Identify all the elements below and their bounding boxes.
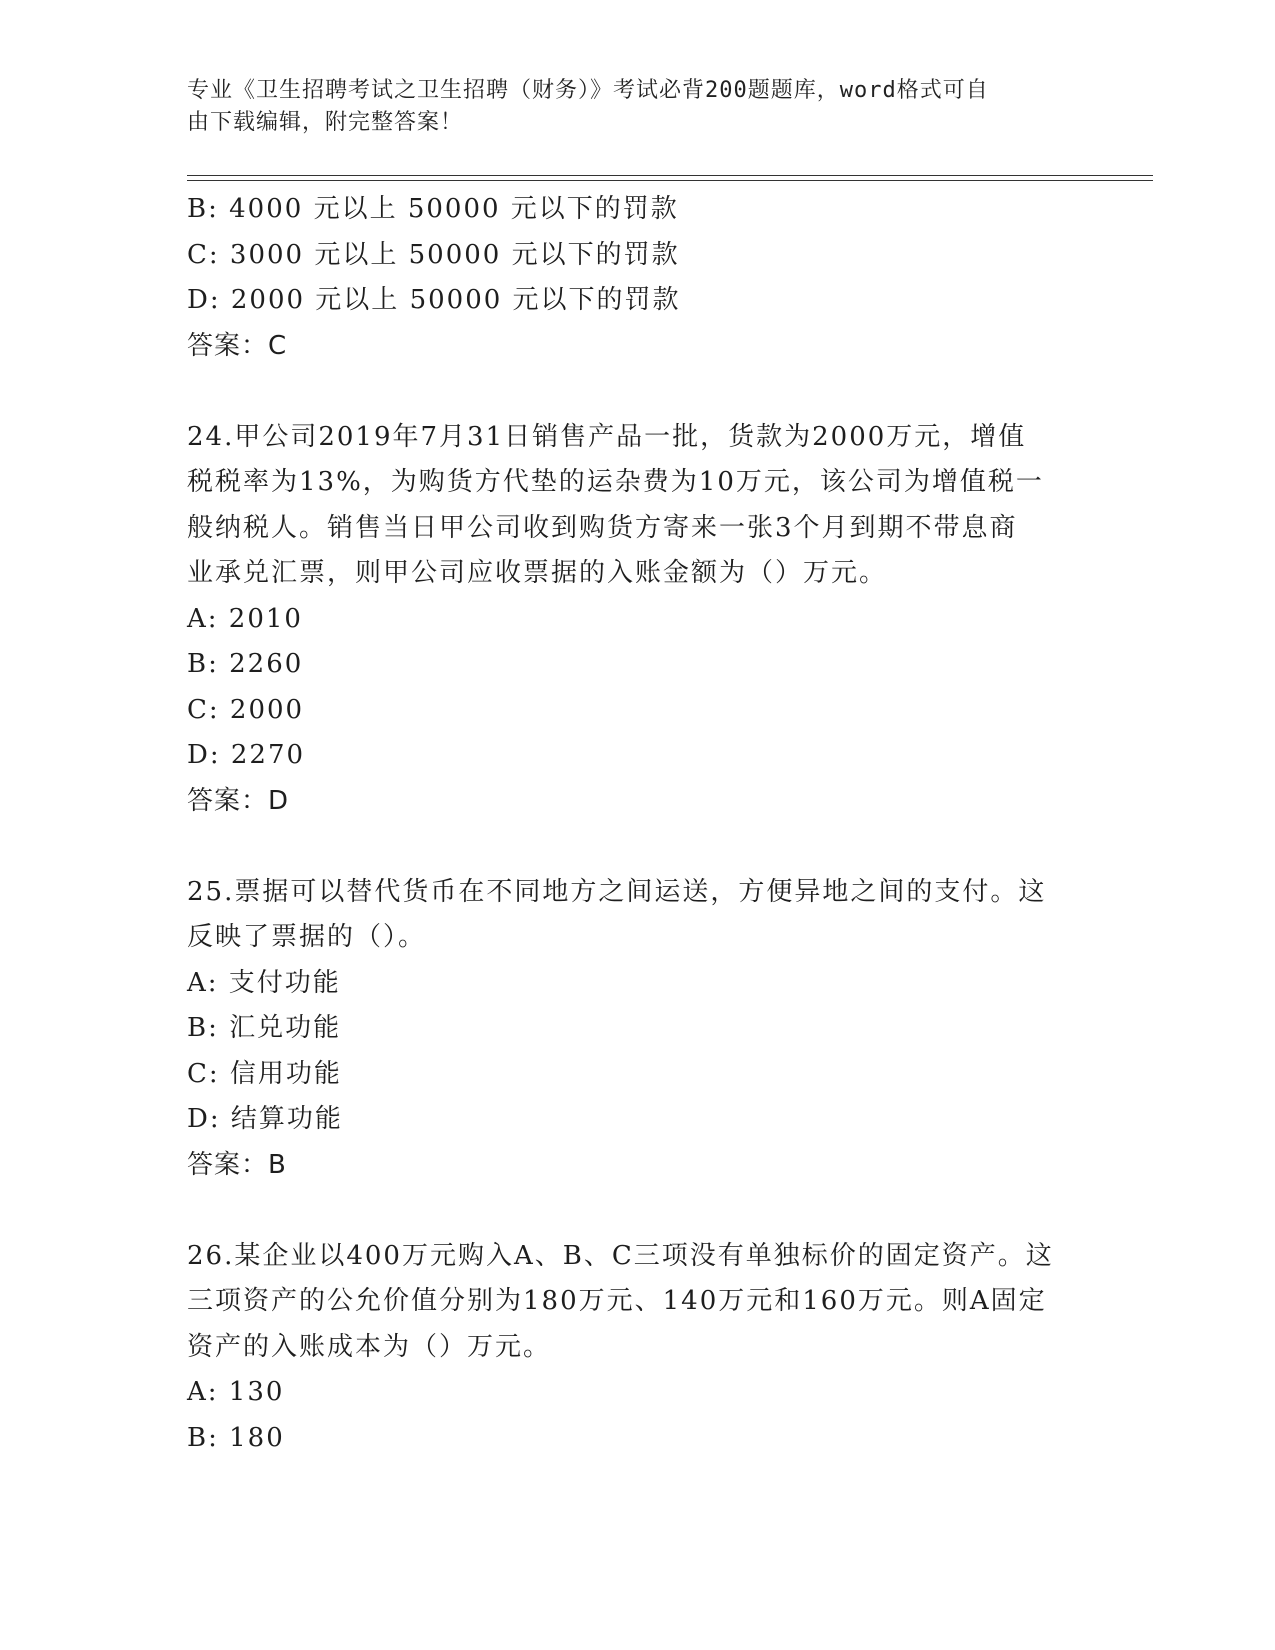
question-26 xyxy=(187,1234,1087,1462)
question-stem-line: 24.甲公司2019年7月31日销售产品一批，货款为2000万元，增值 xyxy=(187,421,1027,452)
question-24 xyxy=(187,415,1087,825)
spacer xyxy=(187,369,1087,415)
question-23-continued xyxy=(187,187,1087,369)
question-content xyxy=(187,187,1087,1461)
question-stem-line: 税税率为13%，为购货方代垫的运杂费为10万元，该公司为增值税一 xyxy=(187,467,1044,497)
option-a: A: 支付功能 xyxy=(187,967,341,998)
option-c: C: 3000 元以上 50000 元以下的罚款 xyxy=(187,239,680,270)
header-line-1: 专业《卫生招聘考试之卫生招聘（财务）》考试必背200题题库，word格式可自 xyxy=(187,78,989,103)
option-c: C: 信用功能 xyxy=(187,1058,342,1089)
question-25 xyxy=(187,870,1087,1189)
option-c: C: 2000 xyxy=(187,694,305,725)
question-stem-line: 25.票据可以替代货币在不同地方之间运送，方便异地之间的支付。这 xyxy=(187,876,1047,907)
option-b: B: 2260 xyxy=(187,649,304,679)
option-d: D: 结算功能 xyxy=(187,1104,343,1134)
answer-label: 答案：D xyxy=(187,785,290,816)
answer-label: 答案：B xyxy=(187,1149,287,1180)
option-b: B: 汇兑功能 xyxy=(187,1013,342,1043)
question-stem-line: 三项资产的公允价值分别为180万元、140万元和160万元。则A固定 xyxy=(187,1286,1047,1316)
question-stem-line: 26.某企业以400万元购入A、B、C三项没有单独标价的固定资产。这 xyxy=(187,1240,1054,1271)
spacer xyxy=(187,824,1087,870)
question-stem-line: 般纳税人。销售当日甲公司收到购货方寄来一张3个月到期不带息商 xyxy=(187,512,1018,543)
option-d: D: 2000 元以上 50000 元以下的罚款 xyxy=(187,285,681,315)
document-header xyxy=(187,75,1067,139)
option-d: D: 2270 xyxy=(187,740,306,770)
answer-label: 答案：C xyxy=(187,330,288,361)
option-b: B: 4000 元以上 50000 元以下的罚款 xyxy=(187,194,679,224)
header-divider-bottom xyxy=(187,180,1153,181)
spacer xyxy=(187,1188,1087,1234)
question-stem-line: 资产的入账成本为（）万元。 xyxy=(187,1331,552,1362)
option-a: A: 2010 xyxy=(187,603,303,634)
option-a: A: 130 xyxy=(187,1377,285,1407)
header-divider-top xyxy=(187,175,1153,176)
question-stem-line: 业承兑汇票，则甲公司应收票据的入账金额为（）万元。 xyxy=(187,558,888,588)
header-line-2: 由下载编辑，附完整答案！ xyxy=(187,110,464,135)
option-b: B: 180 xyxy=(187,1422,285,1453)
question-stem-line: 反映了票据的（）。 xyxy=(187,922,427,952)
